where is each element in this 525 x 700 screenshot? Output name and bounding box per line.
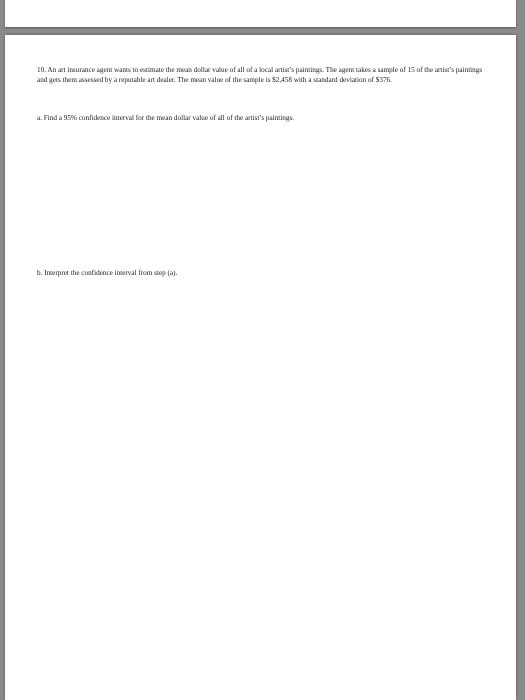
question-part-b: b. Interpret the confidence interval from step (a). bbox=[37, 269, 178, 277]
page-content bbox=[37, 66, 489, 277]
previous-page-bottom bbox=[5, 0, 516, 27]
document-page bbox=[5, 35, 516, 700]
question-10-text: 10. An art insurance agent wants to estimate the mean dollar value of all of a local artist’s paintings. The agent takes a sample of 15 of the artist’s paintings and gets them assessed by a reputable art dealer. The mean value of the sample is $2,458 with a standard deviation of $376. bbox=[37, 66, 483, 84]
question-part-a: a. Find a 95% confidence interval for the mean dollar value of all of the artist’s paintings. bbox=[37, 114, 295, 122]
